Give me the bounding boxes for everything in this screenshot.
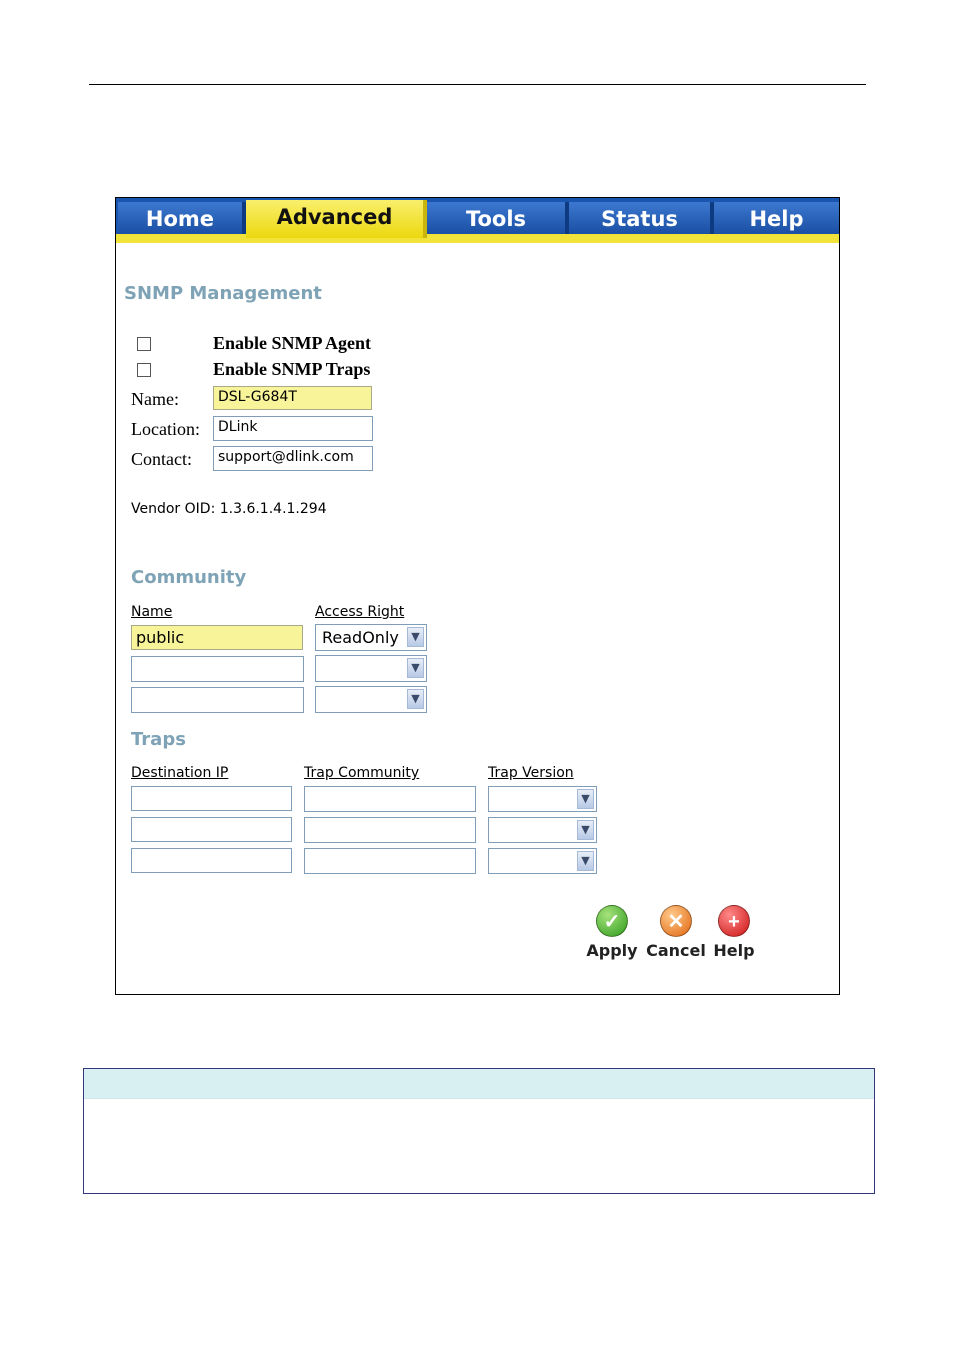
snmp-contact-input[interactable]: support@dlink.com	[213, 446, 373, 471]
trap-version-select[interactable]	[488, 817, 597, 843]
trap-version-select[interactable]	[488, 848, 597, 874]
chevron-down-icon: ▼	[407, 658, 424, 678]
trap-destination-input[interactable]	[131, 848, 292, 873]
help-label: Help	[713, 941, 755, 960]
info-box	[83, 1068, 875, 1194]
router-config-frame	[115, 197, 840, 995]
tab-status[interactable]: Status	[569, 202, 714, 234]
chevron-down-icon: ▼	[407, 627, 424, 647]
trap-version-header: Trap Version	[488, 765, 574, 781]
info-box-header	[84, 1069, 874, 1099]
trap-destination-header: Destination IP	[131, 765, 229, 781]
cancel-x-icon: ✕	[660, 905, 692, 937]
enable-snmp-agent-label: Enable SNMP Agent	[213, 333, 372, 353]
vendor-oid-text: Vendor OID: 1.3.6.1.4.1.294	[131, 501, 327, 517]
tab-bar-underline	[116, 234, 839, 243]
community-name-input[interactable]: public	[131, 625, 303, 650]
tab-home[interactable]: Home	[118, 202, 246, 234]
community-title: Community	[131, 567, 247, 588]
tab-help[interactable]: Help	[714, 202, 839, 234]
trap-version-select[interactable]	[488, 786, 597, 812]
enable-snmp-traps-label: Enable SNMP Traps	[213, 359, 371, 379]
trap-destination-input[interactable]	[131, 817, 292, 842]
cancel-button[interactable]	[646, 905, 706, 960]
community-access-value: ReadOnly	[322, 628, 399, 647]
chevron-down-icon: ▼	[577, 851, 594, 871]
community-access-select[interactable]	[315, 655, 427, 682]
help-button[interactable]	[712, 905, 756, 960]
community-access-select[interactable]	[315, 686, 427, 713]
apply-label: Apply	[586, 941, 638, 960]
contact-label: Contact:	[131, 449, 192, 469]
trap-community-input[interactable]	[304, 848, 476, 874]
main-tab-bar	[116, 198, 839, 243]
community-name-input[interactable]	[131, 687, 304, 713]
snmp-management-title: SNMP Management	[124, 283, 322, 304]
snmp-location-input[interactable]: DLink	[213, 416, 373, 441]
enable-snmp-traps-checkbox[interactable]	[137, 363, 151, 377]
name-label: Name:	[131, 389, 179, 409]
enable-snmp-agent-checkbox[interactable]	[137, 337, 151, 351]
community-name-header: Name	[131, 604, 173, 620]
location-label: Location:	[131, 419, 200, 439]
snmp-name-input[interactable]: DSL-G684T	[213, 386, 372, 410]
trap-community-header: Trap Community	[304, 765, 420, 781]
page-top-rule	[89, 84, 866, 85]
trap-destination-input[interactable]	[131, 786, 292, 811]
tab-advanced[interactable]: Advanced	[246, 200, 427, 238]
tab-tools[interactable]: Tools	[427, 202, 569, 234]
apply-button[interactable]	[585, 905, 639, 960]
chevron-down-icon: ▼	[577, 820, 594, 840]
cancel-label: Cancel	[646, 941, 706, 960]
community-name-input[interactable]	[131, 656, 304, 682]
checkmark-icon: ✓	[596, 905, 628, 937]
chevron-down-icon: ▼	[577, 789, 594, 809]
chevron-down-icon: ▼	[407, 689, 424, 709]
community-access-header: Access Right	[315, 604, 405, 620]
community-access-select[interactable]	[315, 624, 427, 651]
trap-community-input[interactable]	[304, 786, 476, 812]
traps-title: Traps	[131, 729, 186, 750]
trap-community-input[interactable]	[304, 817, 476, 843]
help-plus-icon: +	[718, 905, 750, 937]
